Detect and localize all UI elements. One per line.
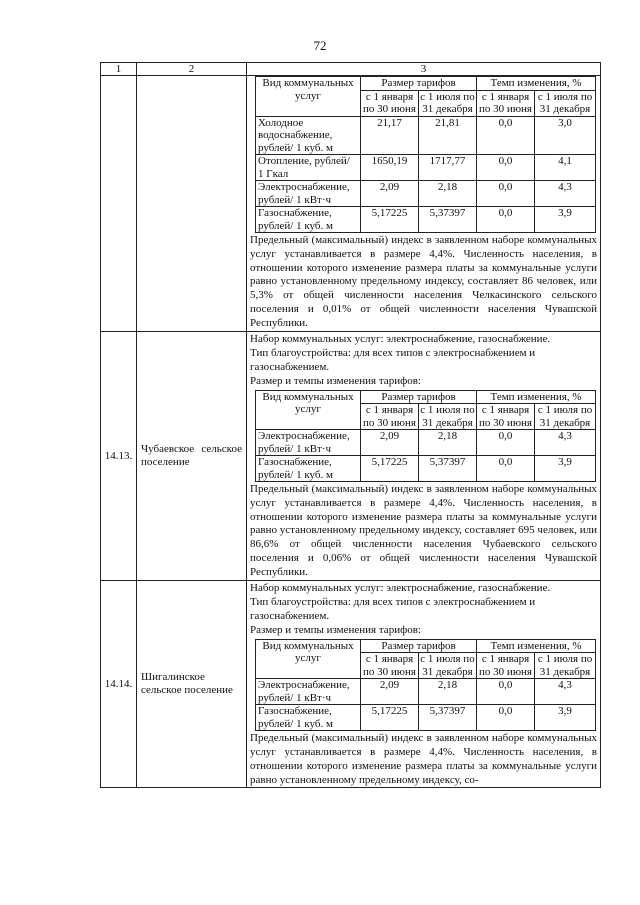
section-content bbox=[247, 331, 601, 580]
change-rate-value: 0,0 bbox=[477, 679, 535, 705]
tariff-value: 5,37397 bbox=[419, 207, 477, 233]
tariff-value: 1717,77 bbox=[419, 155, 477, 181]
tariff-value: 2,18 bbox=[419, 679, 477, 705]
tariff-row bbox=[256, 456, 596, 482]
change-rate-value: 0,0 bbox=[477, 181, 535, 207]
tariff-row bbox=[256, 679, 596, 705]
tariff-value: 5,37397 bbox=[419, 705, 477, 731]
tariff-row bbox=[256, 155, 596, 181]
tariff-row bbox=[256, 705, 596, 731]
conclusion-paragraph: Предельный (максимальный) индекс в заявленном наборе коммунальных услуг устанавливается в размере 4,4%. Численность населения, в отношении которого изменение размера платы за коммунальные услуги равно установленному предельному индексу, составляет 86 человек, или 5,3% от общей численности населения Челкасинского сельского поселения и 0,01% от общей численности населения Чувашской Республики. bbox=[250, 234, 597, 329]
change-rate-value: 0,0 bbox=[477, 155, 535, 181]
tariff-value: 2,09 bbox=[361, 430, 419, 456]
service-name: Электроснабжение, рублей/ 1 кВт·ч bbox=[256, 430, 361, 456]
improvement-type-text: Тип благоустройства: для всех типов с электроснабжением и газоснабжением. bbox=[250, 596, 536, 622]
tariff-value: 5,17225 bbox=[361, 456, 419, 482]
tariff-row bbox=[256, 116, 596, 155]
change-rate-value: 0,0 bbox=[477, 207, 535, 233]
tariff-document-table bbox=[100, 62, 601, 788]
period-header: с 1 января по 30 июня bbox=[361, 653, 419, 679]
section-number bbox=[101, 76, 137, 332]
tariff-value: 2,18 bbox=[419, 430, 477, 456]
period-header: с 1 июля по 31 декабря bbox=[420, 404, 475, 429]
change-rate-header: Темп изменения, % bbox=[477, 77, 596, 91]
change-rate-value: 4,3 bbox=[535, 430, 596, 456]
change-rate-value: 3,9 bbox=[535, 207, 596, 233]
service-name: Газоснабжение, рублей/ 1 куб. м bbox=[256, 207, 361, 233]
period-header: с 1 января по 30 июня bbox=[477, 653, 535, 679]
tariff-table bbox=[255, 76, 596, 233]
change-rate-value: 0,0 bbox=[477, 456, 535, 482]
conclusion-paragraph: Предельный (максимальный) индекс в заявленном наборе коммунальных услуг устанавливается в размере 4,4%. Численность населения, в отношении которого изменение размера платы за коммунальные услуги равно установленному предельному индексу, со- bbox=[250, 732, 597, 786]
service-name: Газоснабжение, рублей/ 1 куб. м bbox=[256, 456, 361, 482]
change-rate-value: 3,9 bbox=[535, 456, 596, 482]
service-type-header: Вид коммунальных услуг bbox=[256, 639, 361, 679]
change-rate-value: 4,3 bbox=[535, 679, 596, 705]
section-name: Чубаевское сельское поселение bbox=[137, 331, 247, 580]
change-rate-value: 0,0 bbox=[477, 116, 535, 155]
period-header: с 1 июля по 31 декабря bbox=[535, 653, 596, 679]
change-rate-value: 0,0 bbox=[477, 430, 535, 456]
change-rate-value: 0,0 bbox=[477, 705, 535, 731]
services-set-text: Набор коммунальных услуг: электроснабжение, газоснабжение. bbox=[250, 581, 551, 594]
period-header: с 1 января по 30 июня bbox=[361, 404, 419, 430]
period-header: с 1 июля по 31 декабря bbox=[535, 404, 596, 430]
period-header: с 1 января по 30 июня bbox=[477, 404, 535, 430]
section-content bbox=[247, 76, 601, 332]
tariff-size-header: Размер тарифов bbox=[361, 77, 477, 91]
section-name: Шигалинское сельское поселение bbox=[137, 580, 247, 788]
tariff-value: 2,09 bbox=[361, 679, 419, 705]
service-type-header: Вид коммунальных услуг bbox=[256, 390, 361, 430]
section-content bbox=[247, 580, 601, 788]
tariff-size-header: Размер тарифов bbox=[361, 639, 477, 653]
services-set-text: Набор коммунальных услуг: электроснабжение, газоснабжение. bbox=[250, 332, 551, 345]
tariff-table bbox=[255, 639, 596, 732]
column-header-2: 2 bbox=[137, 63, 247, 76]
section-14-13 bbox=[101, 331, 601, 580]
change-rate-value: 3,0 bbox=[535, 116, 596, 155]
column-header-3: 3 bbox=[247, 63, 601, 76]
period-header: с 1 января по 30 июня bbox=[361, 90, 419, 116]
change-rate-value: 4,1 bbox=[535, 155, 596, 181]
change-rate-value: 4,3 bbox=[535, 181, 596, 207]
service-name: Газоснабжение, рублей/ 1 куб. м bbox=[256, 705, 361, 731]
tariff-value: 5,37397 bbox=[419, 456, 477, 482]
tariff-row bbox=[256, 207, 596, 233]
section-number: 14.14. bbox=[101, 580, 137, 788]
service-name: Отопление, рублей/ 1 Гкал bbox=[256, 155, 361, 181]
service-name: Электроснабжение, рублей/ 1 кВт·ч bbox=[256, 679, 361, 705]
tariff-value: 5,17225 bbox=[361, 207, 419, 233]
period-header: с 1 января по 30 июня bbox=[477, 90, 535, 116]
section-14-14 bbox=[101, 580, 601, 788]
section-number: 14.13. bbox=[101, 331, 137, 580]
tariff-size-caption: Размер и темпы изменения тарифов: bbox=[250, 624, 421, 637]
column-number-row bbox=[101, 63, 601, 76]
tariff-value: 2,09 bbox=[361, 181, 419, 207]
period-header: с 1 июля по 31 декабря bbox=[420, 653, 475, 678]
change-rate-value: 3,9 bbox=[535, 705, 596, 731]
service-name: Холодное водоснабжение, рублей/ 1 куб. м bbox=[256, 116, 361, 155]
tariff-size-caption: Размер и темпы изменения тарифов: bbox=[250, 375, 421, 388]
tariff-row bbox=[256, 181, 596, 207]
conclusion-paragraph: Предельный (максимальный) индекс в заявленном наборе коммунальных услуг устанавливается в размере 4,4%. Численность населения, в отношении которого изменение размера платы за коммунальные услуги равно установленному предельному индексу, составляет 695 человек, или 86,6% от общей численности населения Чубаевского сельского поселения и 0,06% от общей численности населения Чувашской Республики. bbox=[250, 483, 597, 578]
period-header: с 1 июля по 31 декабря bbox=[420, 90, 475, 115]
period-header: с 1 июля по 31 декабря bbox=[535, 90, 596, 116]
service-type-header: Вид коммунальных услуг bbox=[256, 77, 361, 117]
tariff-row bbox=[256, 430, 596, 456]
section-continued bbox=[101, 76, 601, 332]
improvement-type-text: Тип благоустройства: для всех типов с электроснабжением и газоснабжением. bbox=[250, 347, 536, 373]
section-name bbox=[137, 76, 247, 332]
tariff-value: 21,81 bbox=[419, 116, 477, 155]
column-header-1: 1 bbox=[101, 63, 137, 76]
tariff-table bbox=[255, 390, 596, 483]
tariff-size-header: Размер тарифов bbox=[361, 390, 477, 404]
service-name: Электроснабжение, рублей/ 1 кВт·ч bbox=[256, 181, 361, 207]
tariff-value: 2,18 bbox=[419, 181, 477, 207]
change-rate-header: Темп изменения, % bbox=[477, 390, 596, 404]
tariff-value: 5,17225 bbox=[361, 705, 419, 731]
change-rate-header: Темп изменения, % bbox=[477, 639, 596, 653]
page-number: 72 bbox=[313, 38, 327, 53]
tariff-value: 21,17 bbox=[361, 116, 419, 155]
tariff-value: 1650,19 bbox=[361, 155, 419, 181]
